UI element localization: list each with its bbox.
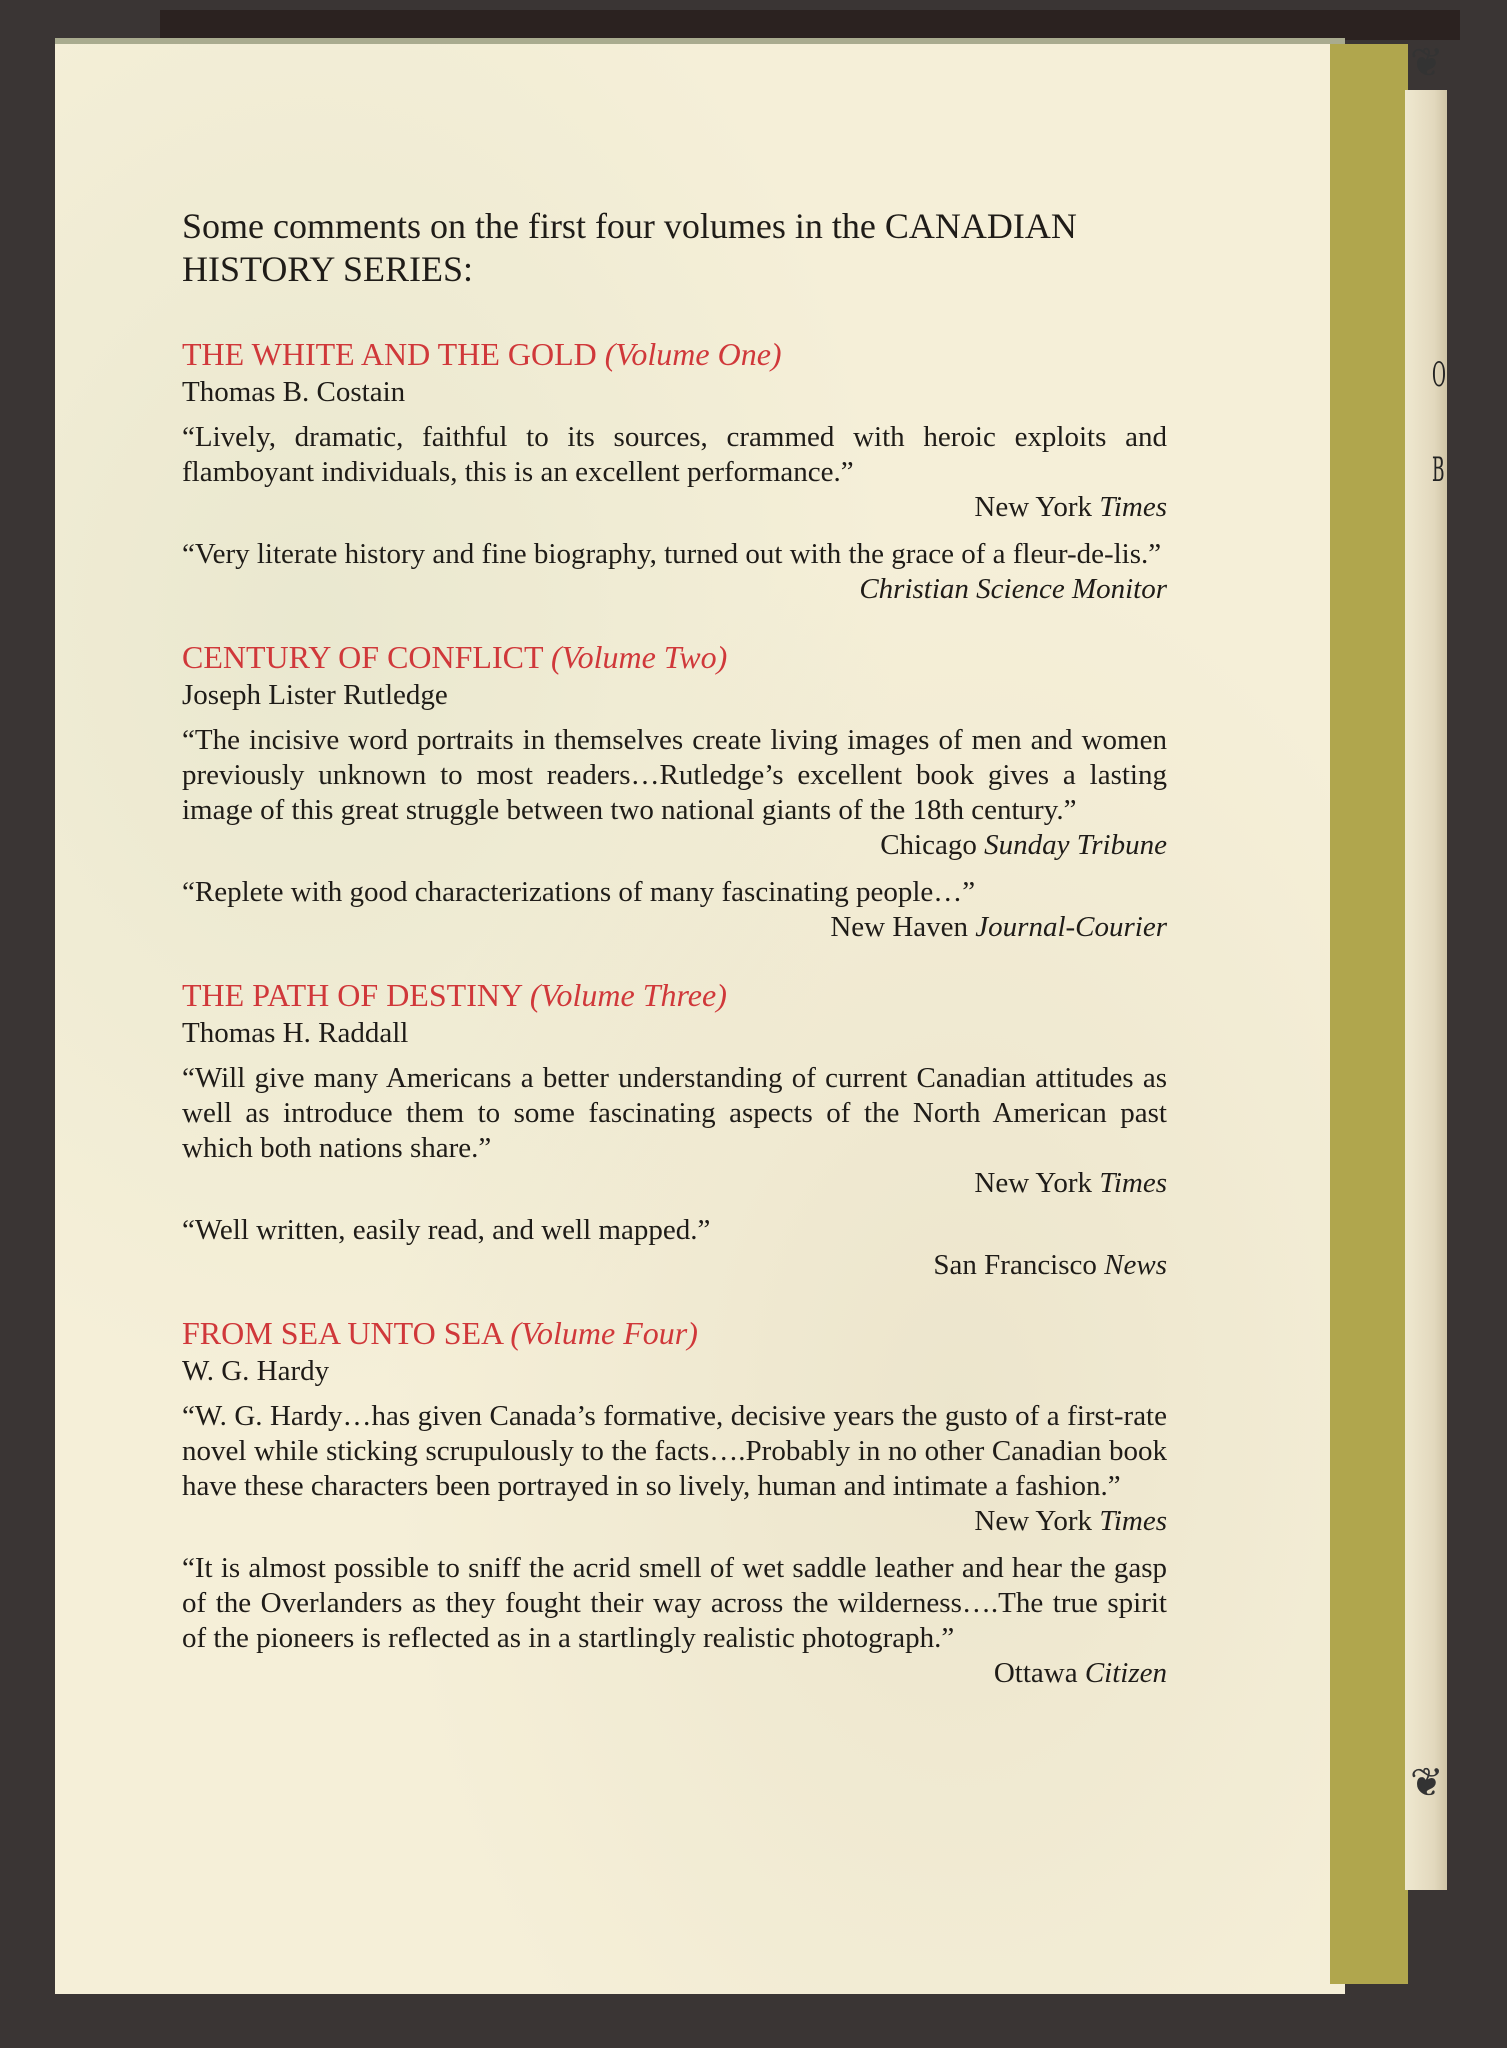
volume-sections xyxy=(182,334,1167,1691)
spine-ornament-bottom-icon: ❦ xyxy=(1410,1760,1444,1806)
volume-title-text: FROM SEA UNTO SEA xyxy=(182,1315,503,1351)
spine-letter: B xyxy=(1432,450,1445,490)
volume-number: (Volume Four) xyxy=(510,1315,698,1351)
intro-heading: Some comments on the first four volumes in the CANADIAN HISTORY SERIES: xyxy=(182,206,1077,289)
volume-section xyxy=(182,637,1167,945)
quote-text: “It is almost possible to sniff the acrid smell of wet saddle leather and hear the gasp of the Overlanders as they fought their way across the wilderness….The true spirit of the pioneers is reflected as in a startlingly realistic photograph.” xyxy=(182,1552,1167,1654)
source-name: New Haven xyxy=(830,911,976,943)
source-name: New York xyxy=(974,491,1100,523)
olive-spine-stripe xyxy=(1330,44,1408,1984)
quote-text: “Well written, easily read, and well mapped.” xyxy=(182,1214,711,1246)
review-quote xyxy=(182,1061,1167,1201)
volume-number: (Volume Three) xyxy=(529,977,727,1013)
quote-text: “Will give many Americans a better understanding of current Canadian attitudes as well as introduce them to some fascinating aspects of the North American past which both nations share.” xyxy=(182,1062,1167,1164)
source-name: San Francisco xyxy=(933,1249,1105,1281)
volume-number: (Volume One) xyxy=(604,336,782,372)
review-comments xyxy=(182,205,1167,1721)
spine-ornament-top-icon: ❦ xyxy=(1410,40,1444,86)
quote-source xyxy=(182,1504,1167,1539)
volume-title xyxy=(182,1313,1167,1353)
source-name: Ottawa xyxy=(993,1657,1085,1689)
review-quote xyxy=(182,1551,1167,1691)
volume-title xyxy=(182,975,1167,1015)
source-name: Chicago xyxy=(880,829,985,861)
quote-source xyxy=(182,828,1167,863)
source-name: New York xyxy=(974,1167,1100,1199)
quote-text: “The incisive word portraits in themselves create living images of men and women previously unknown to most readers…Rutledge’s excellent book gives a lasting image of this great struggle between two national giants of the 18th century.” xyxy=(182,724,1167,826)
quote-text: “W. G. Hardy…has given Canada’s formative, decisive years the gusto of a first-rate novel while sticking scrupulously to the facts….Probably in no other Canadian book have these characters been portrayed in so lively, human and intimate a fashion.” xyxy=(182,1400,1167,1502)
source-name: New York xyxy=(974,1505,1100,1537)
volume-section xyxy=(182,975,1167,1283)
volume-title-text: THE WHITE AND THE GOLD xyxy=(182,336,597,372)
source-name-italic: Journal-Courier xyxy=(975,911,1167,943)
volume-section xyxy=(182,334,1167,607)
review-quote xyxy=(182,1399,1167,1539)
spine-letter: O xyxy=(1432,355,1446,395)
review-quote xyxy=(182,1213,1167,1283)
quote-source xyxy=(182,910,1167,945)
review-quote xyxy=(182,723,1167,863)
volume-author: Joseph Lister Rutledge xyxy=(182,679,448,711)
volume-title-text: CENTURY OF CONFLICT xyxy=(182,639,543,675)
review-quote xyxy=(182,537,1167,607)
quote-text: “Replete with good characterizations of many fascinating people…” xyxy=(182,876,976,908)
volume-title xyxy=(182,637,1167,677)
source-name-italic: Times xyxy=(1099,1167,1167,1199)
volume-title-text: THE PATH OF DESTINY xyxy=(182,977,522,1013)
source-name-italic: Times xyxy=(1099,491,1167,523)
quote-text: “Very literate history and fine biography, turned out with the grace of a fleur-de-lis.” xyxy=(182,538,1162,570)
source-name-italic: Christian Science Monitor xyxy=(859,573,1167,605)
quote-source xyxy=(182,1166,1167,1201)
quote-source xyxy=(182,1656,1167,1691)
volume-number: (Volume Two) xyxy=(550,639,728,675)
source-name-italic: Times xyxy=(1099,1505,1167,1537)
volume-author: Thomas B. Costain xyxy=(182,376,406,408)
source-name-italic: Citizen xyxy=(1084,1657,1167,1689)
review-quote xyxy=(182,420,1167,525)
volume-title xyxy=(182,334,1167,374)
review-quote xyxy=(182,875,1167,945)
quote-source xyxy=(182,1248,1167,1283)
quote-source xyxy=(182,572,1167,607)
volume-section xyxy=(182,1313,1167,1691)
quote-source xyxy=(182,490,1167,525)
book-board-edge xyxy=(160,10,1460,40)
volume-author: W. G. Hardy xyxy=(182,1355,330,1387)
source-name-italic: News xyxy=(1104,1249,1167,1281)
volume-author: Thomas H. Raddall xyxy=(182,1017,409,1049)
quote-text: “Lively, dramatic, faithful to its sources, crammed with heroic exploits and flamboyant individuals, this is an excellent performance.” xyxy=(182,421,1167,488)
source-name-italic: Sunday Tribune xyxy=(984,829,1167,861)
